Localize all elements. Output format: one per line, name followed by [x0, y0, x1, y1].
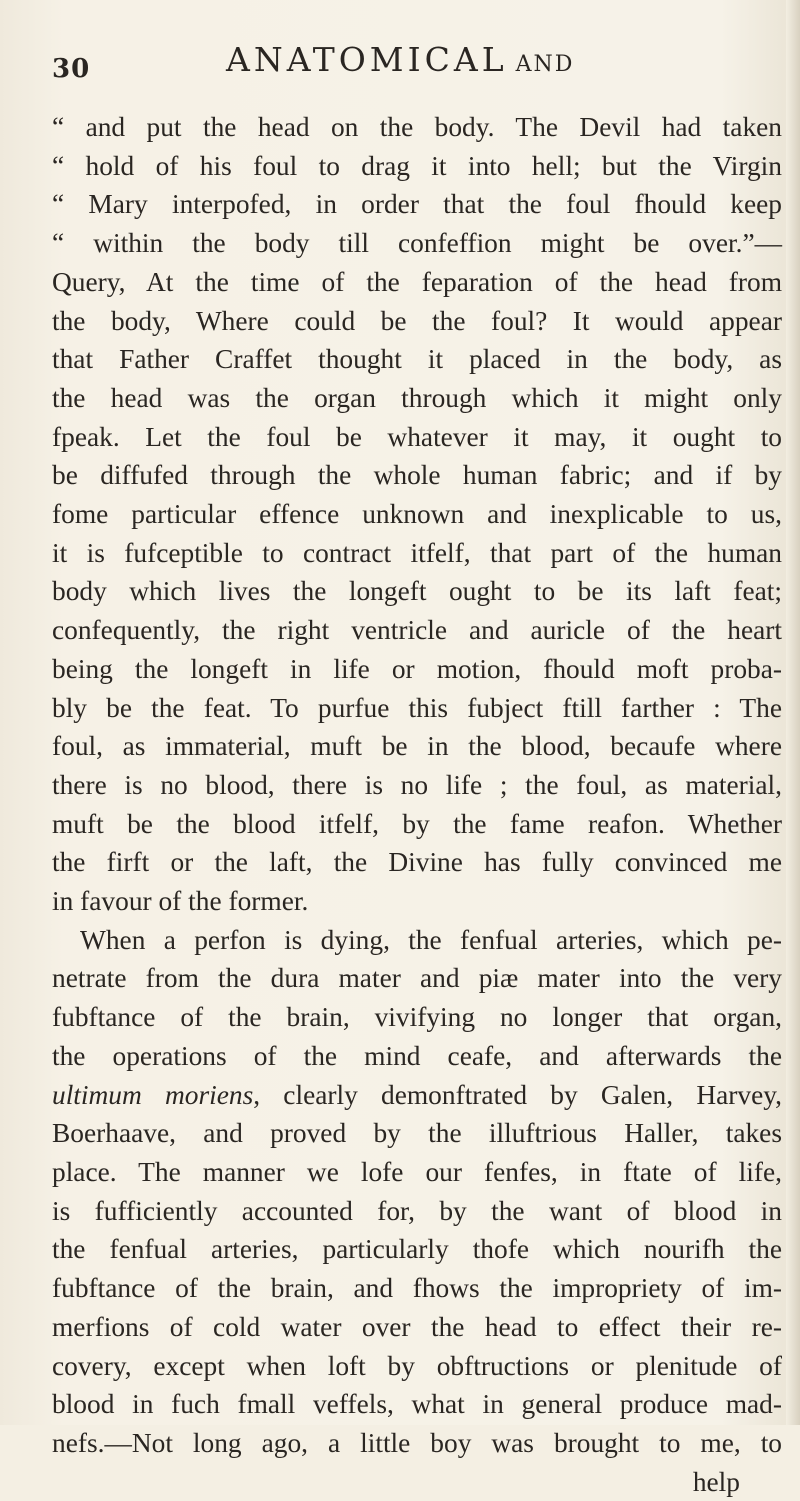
text-line: the fenfual arteries, particularly thofe which nourifh the	[52, 1234, 782, 1265]
page-number: 30	[52, 54, 91, 84]
text-line: body which lives the longeft ought to be its laft feat;	[52, 576, 782, 607]
text-line: it is fufceptible to contract itfelf, that part of the human	[52, 537, 782, 568]
text-line: muft be the blood itfelf, by the fame reafon. Whether	[52, 808, 782, 839]
text-line: the head was the organ through which it might only	[52, 382, 782, 413]
text-line: When a perfon is dying, the fenfual arteries, which pe-	[80, 924, 782, 955]
text-line: bly be the feat. To purfue this fubject ftill farther : The	[52, 692, 782, 723]
text-line: the operations of the mind ceafe, and afterwards the	[52, 1040, 782, 1071]
text-line: the firft or the laft, the Divine has fully convinced me	[52, 847, 782, 878]
text-line: “ Mary interpofed, in order that the foul fhould keep	[52, 189, 782, 220]
page-edge	[786, 0, 800, 1425]
text-line: nefs.—Not long ago, a little boy was brought to me, to	[52, 1427, 782, 1458]
text-line: Boerhaave, and proved by the illuftrious Haller, takes	[52, 1118, 782, 1149]
text-line: confequently, the right ventricle and auricle of the heart	[52, 615, 782, 646]
page-header	[52, 40, 752, 84]
text-line: netrate from the dura mater and piæ mater into the very	[52, 963, 782, 994]
text-line: fubftance of the brain, and fhows the impropriety of im-	[52, 1273, 782, 1304]
running-head-title: ANATOMICAL	[226, 40, 508, 79]
text-line: Query, At the time of the feparation of the head from	[52, 266, 782, 297]
text-line: fome particular effence unknown and inexplicable to us,	[52, 499, 782, 530]
text-line: merfions of cold water over the head to effect their re-	[52, 1311, 782, 1342]
body-text	[52, 108, 782, 1501]
text-line: “ hold of his foul to drag it into hell; but the Virgin	[52, 150, 782, 181]
text-line: “ and put the head on the body. The Devil had taken	[52, 112, 782, 142]
running-head-conjunction: AND	[515, 52, 575, 77]
text-line: be diffufed through the whole human fabric; and if by	[52, 460, 782, 491]
text-line: in favour of the former.	[52, 886, 309, 917]
text-line: being the longeft in life or motion, fhould moft proba-	[52, 653, 782, 684]
text-line: “ within the body till confeffion might be over.”—	[52, 228, 782, 259]
text-line: there is no blood, there is no life ; the foul, as material,	[52, 769, 782, 800]
text-line: is fufficiently accounted for, by the want of blood in	[52, 1195, 782, 1226]
text-line: fpeak. Let the foul be whatever it may, it ought to	[52, 421, 782, 452]
text-line: place. The manner we lofe our fenfes, in ftate of life,	[52, 1156, 782, 1187]
text-line: covery, except when loft by obftructions or plenitude of	[52, 1350, 782, 1381]
text-line: foul, as immaterial, muft be in the blood, becaufe where	[52, 731, 782, 762]
running-head	[226, 40, 574, 79]
text-line: fubftance of the brain, vivifying no longer that organ,	[52, 1002, 782, 1033]
catchword: help	[692, 1466, 740, 1497]
text-line: the body, Where could be the foul? It would appear	[52, 305, 782, 336]
text-line: blood in fuch fmall veffels, what in general produce mad-	[52, 1389, 782, 1420]
text-line: that Father Craffet thought it placed in the body, as	[52, 344, 782, 375]
text-line: ultimum moriens, clearly demonftrated by Galen, Harvey,	[52, 1079, 782, 1110]
